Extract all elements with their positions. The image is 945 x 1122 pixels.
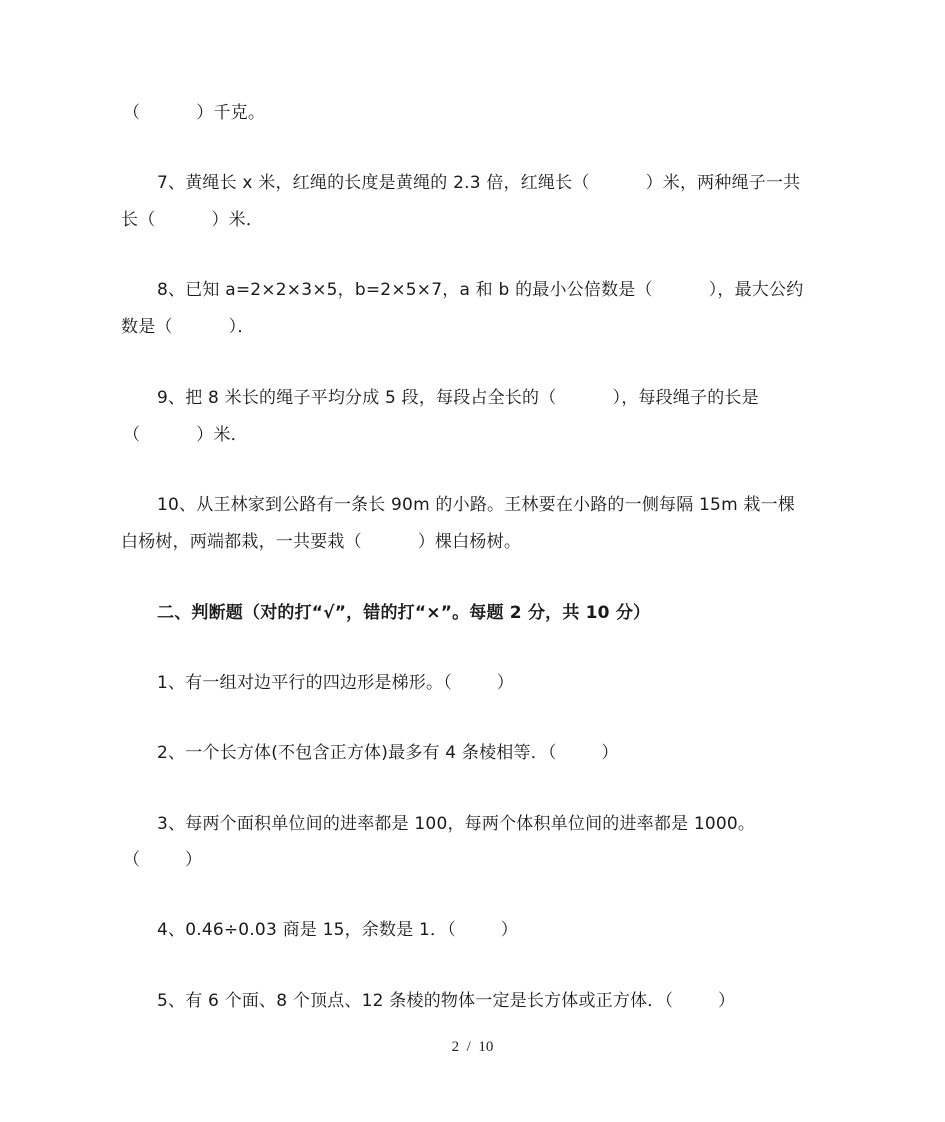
question-8-line-1: 8、已知 a=2×2×3×5，b=2×5×7，a 和 b 的最小公倍数是（ ），最大公约 — [157, 280, 804, 300]
question-10-line-2: 白杨树，两端都栽，一共要栽（ ）棵白杨树。 — [121, 532, 522, 552]
page-number: 2 / 10 — [451, 1039, 494, 1055]
judgment-4: 4、0.46÷0.03 商是 15，余数是 1．（ ） — [157, 920, 518, 940]
judgment-3-line-2: （ ） — [123, 850, 203, 870]
question-9-line-2: （ ）米． — [123, 425, 248, 445]
question-9-line-1: 9、把 8 米长的绳子平均分成 5 段，每段占全长的（ ），每段绳子的长是 — [157, 388, 759, 408]
question-7-line-1: 7、黄绳长 x 米，红绳的长度是黄绳的 2.3 倍，红绳长（ ）米，两种绳子一共 — [157, 173, 801, 193]
judgment-3-line-1: 3、每两个面积单位间的进率都是 100，每两个体积单位间的进率都是 1000。 — [157, 814, 756, 834]
judgment-1: 1、有一组对边平行的四边形是梯形。（ ） — [157, 673, 514, 693]
judgment-2: 2、一个长方体(不包含正方体)最多有 4 条棱相等．（ ） — [157, 743, 619, 763]
question-7-line-2: 长（ ）米． — [121, 210, 264, 230]
question-10-line-1: 10、从王林家到公路有一条长 90m 的小路。王林要在小路的一侧每隔 15m 栽一棵 — [157, 495, 796, 515]
question-8-line-2: 数是（ ）． — [121, 317, 255, 337]
section-2-heading: 二、判断题（对的打“√”，错的打“×”。每题 2 分，共 10 分） — [157, 603, 651, 623]
question-6-continuation: （ ）千克。 — [123, 103, 266, 123]
judgment-5: 5、有 6 个面、8 个顶点、12 条棱的物体一定是长方体或正方体．（ ） — [157, 991, 736, 1011]
